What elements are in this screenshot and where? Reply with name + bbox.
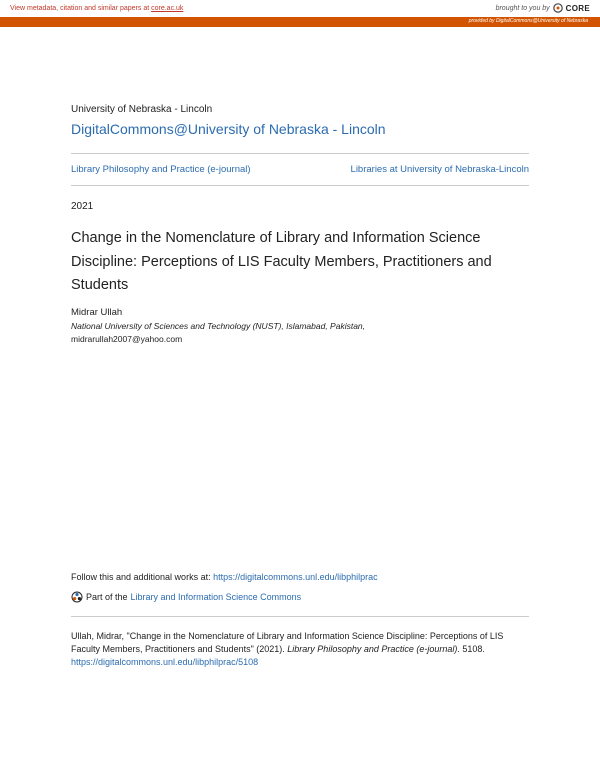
repository-link[interactable]: DigitalCommons@University of Nebraska - Lincoln	[71, 121, 386, 137]
core-top-bar	[0, 0, 600, 17]
citation-text: Ullah, Midrar, "Change in the Nomenclature of Library and Information Science Discipline: Perceptions of LIS Faculty Members, Practitioners and Students" (2021).	[71, 631, 504, 654]
libraries-link[interactable]: Libraries at University of Nebraska-Lincoln	[350, 164, 529, 175]
core-link[interactable]: core.ac.uk	[151, 5, 184, 12]
follow-works	[71, 572, 378, 582]
citation-block	[71, 630, 533, 669]
follow-link[interactable]: https://digitalcommons.unl.edu/libphilprac	[213, 572, 378, 582]
divider	[71, 153, 529, 154]
follow-text: Follow this and additional works at:	[71, 572, 214, 582]
metadata-notice	[10, 5, 183, 12]
author-email: midrarullah2007@yahoo.com	[71, 334, 183, 344]
publication-year: 2021	[71, 201, 94, 212]
brought-by-text: brought to you by	[495, 4, 550, 12]
author-affiliation: National University of Sciences and Technology (NUST), Islamabad, Pakistan,	[71, 321, 366, 331]
provided-by-text: provided by DigitalCommons@University of Nebraska	[468, 18, 588, 24]
citation-journal: Library Philosophy and Practice (e-journal)	[287, 644, 458, 654]
citation-url[interactable]: https://digitalcommons.unl.edu/libphilprac/5108	[71, 657, 259, 667]
core-label: CORE	[565, 3, 590, 13]
divider	[71, 185, 529, 186]
part-of-commons	[71, 591, 301, 603]
series-link[interactable]: Library Philosophy and Practice (e-journal)	[71, 164, 251, 175]
commons-link[interactable]: Library and Information Science Commons	[130, 592, 302, 602]
brought-to-you-by[interactable]	[496, 3, 590, 13]
university-name: University of Nebraska - Lincoln	[71, 104, 213, 115]
paper-title: Change in the Nomenclature of Library and Information Science Discipline: Perceptions of LIS Faculty Members, Practitioners and Students	[71, 230, 492, 293]
divider	[71, 616, 529, 617]
citation-volume: . 5108.	[457, 644, 485, 654]
core-logo-icon	[553, 3, 563, 13]
network-commons-icon	[71, 591, 83, 603]
metadata-prefix: View metadata, citation and similar papers at	[10, 5, 152, 12]
part-of-text: Part of the	[86, 592, 128, 602]
author-name: Midrar Ullah	[71, 307, 123, 318]
provided-by-bar	[0, 17, 600, 27]
